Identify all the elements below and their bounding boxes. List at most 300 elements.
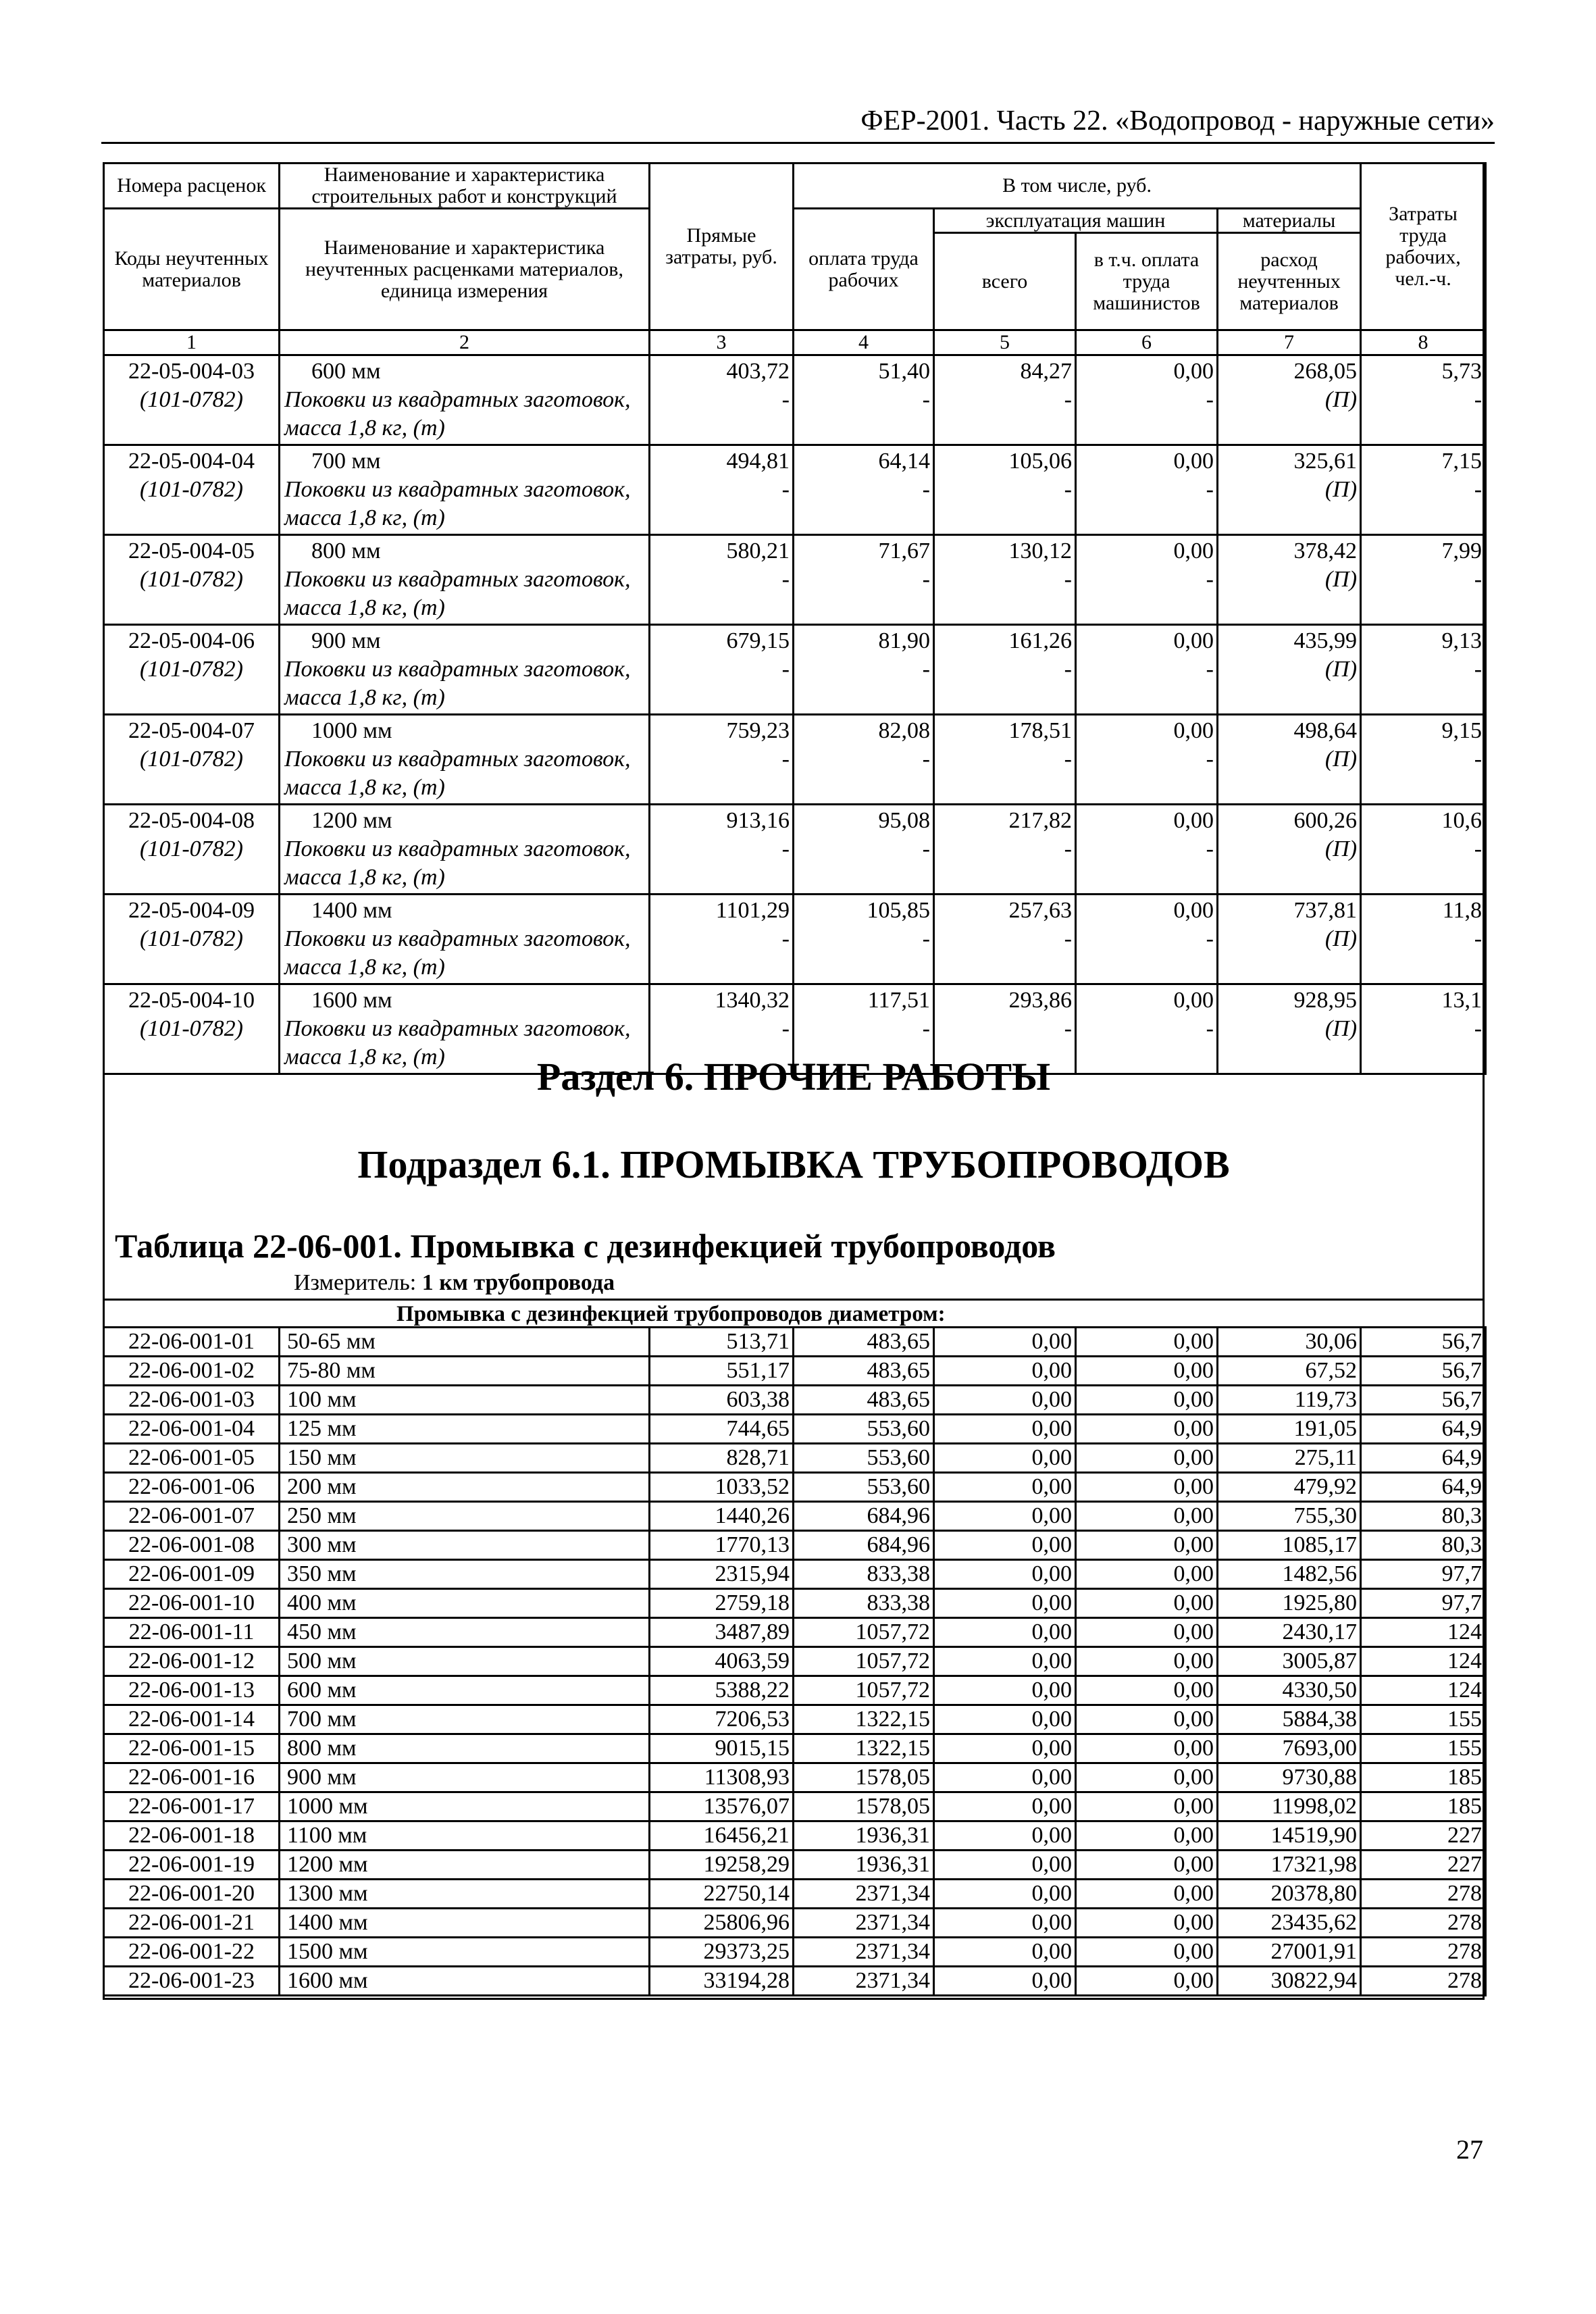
labor-cost: 97,7 — [1361, 1560, 1486, 1589]
machines-total-cell — [934, 535, 1076, 625]
labor-cost: 278 — [1361, 1967, 1486, 1996]
rate-code: 22-06-001-14 — [104, 1705, 280, 1734]
size-label: 350 мм — [280, 1560, 650, 1589]
direct-cost: 4063,59 — [650, 1647, 794, 1676]
dash: - — [1064, 387, 1072, 412]
machinists-wages: 0,00 — [1076, 1880, 1218, 1909]
labor-cost: 185 — [1361, 1792, 1486, 1821]
direct-cost: 13576,07 — [650, 1792, 794, 1821]
direct-cost: 580,21 — [726, 538, 790, 563]
header-rule — [101, 142, 1495, 144]
rate-code: 22-06-001-06 — [104, 1473, 280, 1502]
machines-total: 0,00 — [934, 1357, 1076, 1386]
direct-cost-cell — [650, 895, 794, 984]
dash: - — [1474, 567, 1483, 592]
table-row — [104, 1473, 1486, 1502]
direct-cost: 1770,13 — [650, 1531, 794, 1560]
machines-total-cell — [934, 355, 1076, 445]
machines-total: 0,00 — [934, 1763, 1076, 1792]
rate-code: 22-06-001-01 — [104, 1328, 280, 1357]
rate-code: 22-06-001-04 — [104, 1415, 280, 1444]
wages: 1936,31 — [794, 1821, 934, 1851]
size-label: 1000 мм — [280, 1792, 650, 1821]
unit-label: Измеритель: — [294, 1270, 417, 1295]
dash: - — [1064, 836, 1072, 861]
machines-total: 0,00 — [934, 1705, 1076, 1734]
labor-cost-cell — [1361, 445, 1486, 535]
direct-cost: 403,72 — [726, 359, 790, 384]
wages: 117,51 — [867, 988, 930, 1013]
dash: - — [1206, 836, 1214, 861]
size-label: 800 мм — [280, 1734, 650, 1763]
materials-cost: 23435,62 — [1218, 1909, 1361, 1938]
header-materials-consumption: расход неучтенных материалов — [1218, 233, 1361, 330]
dash: - — [1474, 1016, 1483, 1041]
dash: - — [922, 657, 930, 682]
rate-code: 22-05-004-03 — [128, 359, 255, 384]
machinists-wages-cell — [1076, 625, 1218, 715]
materials-cost: 325,61 — [1293, 449, 1358, 474]
wages: 1057,72 — [794, 1647, 934, 1676]
labor-cost: 278 — [1361, 1938, 1486, 1967]
labor-cost-cell — [1361, 535, 1486, 625]
rate-code: 22-06-001-18 — [104, 1821, 280, 1851]
machines-total: 0,00 — [934, 1967, 1076, 1996]
direct-cost: 19258,29 — [650, 1851, 794, 1880]
direct-cost: 1033,52 — [650, 1473, 794, 1502]
material-code: (101-0782) — [140, 387, 243, 412]
code-cell — [104, 445, 280, 535]
machines-total: 0,00 — [934, 1647, 1076, 1676]
table-row — [104, 1938, 1486, 1967]
wages: 1057,72 — [794, 1618, 934, 1647]
dash: - — [781, 387, 790, 412]
size-label: 500 мм — [280, 1647, 650, 1676]
machines-total: 0,00 — [934, 1734, 1076, 1763]
direct-cost: 679,15 — [726, 628, 790, 653]
rate-code: 22-05-004-09 — [128, 898, 255, 923]
dash: - — [1206, 1016, 1214, 1041]
machines-total: 0,00 — [934, 1473, 1076, 1502]
wages: 833,38 — [794, 1589, 934, 1618]
material-mark: (П) — [1324, 926, 1358, 951]
size-label: 900 мм — [280, 1763, 650, 1792]
table-row — [104, 1647, 1486, 1676]
machinists-wages: 0,00 — [1076, 1938, 1218, 1967]
dash: - — [1474, 926, 1483, 951]
rate-code: 22-06-001-13 — [104, 1676, 280, 1705]
size-label: 700 мм — [280, 1705, 650, 1734]
labor-cost: 185 — [1361, 1763, 1486, 1792]
wages-cell — [794, 805, 934, 895]
materials-cost: 191,05 — [1218, 1415, 1361, 1444]
table-row — [104, 1502, 1486, 1531]
materials-cost: 600,26 — [1293, 808, 1358, 833]
table-row — [104, 1792, 1486, 1821]
dash: - — [922, 836, 930, 861]
size-label: 700 мм — [311, 449, 381, 474]
dash: - — [922, 477, 930, 502]
dash: - — [781, 926, 790, 951]
labor-cost: 64,9 — [1361, 1444, 1486, 1473]
rates-table-22-05-004 — [103, 162, 1487, 1075]
machinists-wages: 0,00 — [1076, 1560, 1218, 1589]
materials-cost: 30822,94 — [1218, 1967, 1361, 1996]
size-label: 1400 мм — [280, 1909, 650, 1938]
machines-total: 0,00 — [934, 1618, 1076, 1647]
rate-code: 22-05-004-08 — [128, 808, 255, 833]
labor-cost: 56,7 — [1361, 1357, 1486, 1386]
labor-cost: 64,9 — [1361, 1473, 1486, 1502]
rate-code: 22-06-001-11 — [104, 1618, 280, 1647]
size-label: 100 мм — [280, 1386, 650, 1415]
dash: - — [1474, 387, 1483, 412]
header-including: В том числе, руб. — [794, 164, 1361, 209]
dash: - — [781, 477, 790, 502]
materials-cost-cell — [1218, 445, 1361, 535]
direct-cost: 11308,93 — [650, 1763, 794, 1792]
wages: 105,85 — [867, 898, 930, 923]
table-row — [104, 1967, 1486, 1996]
wages: 2371,34 — [794, 1909, 934, 1938]
dash: - — [1064, 926, 1072, 951]
rate-code: 22-06-001-10 — [104, 1589, 280, 1618]
machinists-wages: 0,00 — [1076, 1909, 1218, 1938]
table-row — [104, 535, 1486, 625]
rate-code: 22-06-001-23 — [104, 1967, 280, 1996]
size-label: 900 мм — [311, 628, 381, 653]
machines-total: 0,00 — [934, 1444, 1076, 1473]
wages-cell — [794, 625, 934, 715]
size-label: 250 мм — [280, 1502, 650, 1531]
material-code: (101-0782) — [140, 477, 243, 502]
machinists-wages: 0,00 — [1173, 808, 1214, 833]
materials-cost: 1085,17 — [1218, 1531, 1361, 1560]
materials-cost: 9730,88 — [1218, 1763, 1361, 1792]
name-cell — [280, 535, 650, 625]
machines-total: 0,00 — [934, 1676, 1076, 1705]
wages-cell — [794, 445, 934, 535]
table-row — [104, 1531, 1486, 1560]
size-label: 150 мм — [280, 1444, 650, 1473]
wages: 684,96 — [794, 1502, 934, 1531]
rate-code: 22-06-001-09 — [104, 1560, 280, 1589]
labor-cost: 227 — [1361, 1851, 1486, 1880]
dash: - — [1064, 567, 1072, 592]
wages-cell — [794, 535, 934, 625]
machines-total: 84,27 — [1020, 359, 1072, 384]
material-name: Поковки из квадратных заготовок, масса 1,8 кг, (т) — [284, 567, 631, 620]
machines-total: 0,00 — [934, 1415, 1076, 1444]
machines-total: 0,00 — [934, 1821, 1076, 1851]
labor-cost: 11,8 — [1442, 898, 1483, 923]
table-row — [104, 1821, 1486, 1851]
material-name: Поковки из квадратных заготовок, масса 1,8 кг, (т) — [284, 477, 631, 530]
machines-total-cell — [934, 895, 1076, 984]
table-row — [104, 1705, 1486, 1734]
wages: 1057,72 — [794, 1676, 934, 1705]
dash: - — [781, 567, 790, 592]
machinists-wages: 0,00 — [1076, 1386, 1218, 1415]
material-code: (101-0782) — [140, 836, 243, 861]
direct-cost: 2759,18 — [650, 1589, 794, 1618]
direct-cost-cell — [650, 445, 794, 535]
table-row — [104, 1589, 1486, 1618]
direct-cost: 25806,96 — [650, 1909, 794, 1938]
labor-cost: 124 — [1361, 1676, 1486, 1705]
dash: - — [1064, 747, 1072, 772]
machines-total: 0,00 — [934, 1909, 1076, 1938]
machines-total: 0,00 — [934, 1560, 1076, 1589]
labor-cost: 9,13 — [1441, 628, 1483, 653]
direct-cost: 16456,21 — [650, 1821, 794, 1851]
size-label: 1300 мм — [280, 1880, 650, 1909]
dash: - — [1206, 567, 1214, 592]
table-row — [104, 445, 1486, 535]
header-name-bottom: Наименование и характеристика неучтенных расценками материалов, единица измерения — [280, 209, 650, 330]
dash: - — [1206, 747, 1214, 772]
col-number: 3 — [650, 330, 794, 355]
material-name: Поковки из квадратных заготовок, масса 1,8 кг, (т) — [284, 926, 631, 980]
wages-cell — [794, 895, 934, 984]
size-label: 1100 мм — [280, 1821, 650, 1851]
wages: 82,08 — [878, 718, 930, 743]
size-label: 125 мм — [280, 1415, 650, 1444]
rate-code: 22-06-001-22 — [104, 1938, 280, 1967]
direct-cost: 828,71 — [650, 1444, 794, 1473]
materials-cost: 2430,17 — [1218, 1618, 1361, 1647]
materials-cost: 11998,02 — [1218, 1792, 1361, 1821]
direct-cost: 1101,29 — [715, 898, 790, 923]
machinists-wages: 0,00 — [1173, 898, 1214, 923]
machines-total: 161,26 — [1008, 628, 1072, 653]
size-label: 400 мм — [280, 1589, 650, 1618]
materials-cost: 5884,38 — [1218, 1705, 1361, 1734]
machinists-wages: 0,00 — [1076, 1328, 1218, 1357]
materials-cost: 928,95 — [1293, 988, 1358, 1013]
labor-cost: 7,99 — [1441, 538, 1483, 563]
machinists-wages: 0,00 — [1173, 449, 1214, 474]
machinists-wages: 0,00 — [1076, 1647, 1218, 1676]
direct-cost-cell — [650, 715, 794, 805]
machinists-wages: 0,00 — [1173, 359, 1214, 384]
materials-cost: 20378,80 — [1218, 1880, 1361, 1909]
wages: 64,14 — [878, 449, 930, 474]
direct-cost: 3487,89 — [650, 1618, 794, 1647]
dash: - — [1474, 657, 1483, 682]
materials-cost: 435,99 — [1293, 628, 1358, 653]
labor-cost: 155 — [1361, 1734, 1486, 1763]
header-materials: материалы — [1218, 209, 1361, 233]
dash: - — [1064, 657, 1072, 682]
direct-cost: 1440,26 — [650, 1502, 794, 1531]
header-machines: эксплуатация машин — [934, 209, 1218, 233]
rate-code: 22-06-001-02 — [104, 1357, 280, 1386]
labor-cost-cell — [1361, 715, 1486, 805]
dash: - — [1474, 477, 1483, 502]
direct-cost-cell — [650, 805, 794, 895]
wages: 483,65 — [794, 1357, 934, 1386]
machinists-wages: 0,00 — [1173, 538, 1214, 563]
table-row — [104, 625, 1486, 715]
material-code: (101-0782) — [140, 926, 243, 951]
size-label: 300 мм — [280, 1531, 650, 1560]
machines-total: 257,63 — [1008, 898, 1072, 923]
rate-code: 22-06-001-19 — [104, 1851, 280, 1880]
table-row — [104, 1386, 1486, 1415]
wages: 81,90 — [878, 628, 930, 653]
direct-cost: 513,71 — [650, 1328, 794, 1357]
materials-cost: 67,52 — [1218, 1357, 1361, 1386]
materials-cost-cell — [1218, 895, 1361, 984]
material-name: Поковки из квадратных заготовок, масса 1,8 кг, (т) — [284, 657, 631, 710]
machinists-wages: 0,00 — [1076, 1821, 1218, 1851]
table-row — [104, 1560, 1486, 1589]
code-cell — [104, 715, 280, 805]
wages: 95,08 — [878, 808, 930, 833]
labor-cost: 124 — [1361, 1618, 1486, 1647]
direct-cost: 9015,15 — [650, 1734, 794, 1763]
rate-code: 22-06-001-15 — [104, 1734, 280, 1763]
machines-total: 0,00 — [934, 1851, 1076, 1880]
rates-table-22-06-001 — [103, 1326, 1487, 1996]
machines-total: 0,00 — [934, 1880, 1076, 1909]
material-mark: (П) — [1324, 657, 1358, 682]
materials-cost-cell — [1218, 805, 1361, 895]
table-row — [104, 1328, 1486, 1357]
size-label: 450 мм — [280, 1618, 650, 1647]
material-name: Поковки из квадратных заготовок, масса 1,8 кг, (т) — [284, 387, 631, 441]
direct-cost: 29373,25 — [650, 1938, 794, 1967]
wages-cell — [794, 355, 934, 445]
rate-code: 22-05-004-07 — [128, 718, 255, 743]
wages: 1578,05 — [794, 1792, 934, 1821]
page-number: 27 — [1456, 2134, 1483, 2165]
size-label: 200 мм — [280, 1473, 650, 1502]
code-cell — [104, 355, 280, 445]
table-row — [104, 1880, 1486, 1909]
size-label: 600 мм — [311, 359, 381, 384]
direct-cost: 33194,28 — [650, 1967, 794, 1996]
rate-code: 22-05-004-04 — [128, 449, 255, 474]
labor-cost: 9,15 — [1441, 718, 1483, 743]
table-row — [104, 895, 1486, 984]
rate-code: 22-06-001-05 — [104, 1444, 280, 1473]
table-caption: Промывка с дезинфекцией трубопроводов диаметром: — [396, 1302, 946, 1326]
labor-cost: 278 — [1361, 1880, 1486, 1909]
machines-total: 178,51 — [1008, 718, 1072, 743]
wages: 1578,05 — [794, 1763, 934, 1792]
table-row — [104, 1357, 1486, 1386]
table-row — [104, 355, 1486, 445]
name-cell — [280, 355, 650, 445]
wages: 483,65 — [794, 1386, 934, 1415]
dash: - — [1474, 836, 1483, 861]
table-row — [104, 1676, 1486, 1705]
code-cell — [104, 805, 280, 895]
col-number: 4 — [794, 330, 934, 355]
size-label: 600 мм — [280, 1676, 650, 1705]
table-row — [104, 805, 1486, 895]
dash: - — [1206, 926, 1214, 951]
dash: - — [1064, 477, 1072, 502]
unit-line — [294, 1270, 615, 1296]
materials-cost-cell — [1218, 535, 1361, 625]
machinists-wages: 0,00 — [1076, 1415, 1218, 1444]
wages-cell — [794, 715, 934, 805]
machines-total-cell — [934, 445, 1076, 535]
machines-total: 105,06 — [1008, 449, 1072, 474]
unit-value: 1 км трубопровода — [421, 1270, 615, 1295]
labor-cost: 5,73 — [1441, 359, 1483, 384]
table-title: Таблица 22-06-001. Промывка с дезинфекцией трубопроводов — [115, 1227, 1056, 1265]
material-mark: (П) — [1324, 567, 1358, 592]
materials-cost: 378,42 — [1293, 538, 1358, 563]
materials-cost: 268,05 — [1293, 359, 1358, 384]
materials-cost: 30,06 — [1218, 1328, 1361, 1357]
name-cell — [280, 445, 650, 535]
machinists-wages: 0,00 — [1076, 1705, 1218, 1734]
machinists-wages-cell — [1076, 715, 1218, 805]
material-name: Поковки из квадратных заготовок, масса 1,8 кг, (т) — [284, 1016, 631, 1070]
material-mark: (П) — [1324, 477, 1358, 502]
col-number: 5 — [934, 330, 1076, 355]
rate-code: 22-06-001-08 — [104, 1531, 280, 1560]
rate-code: 22-06-001-20 — [104, 1880, 280, 1909]
size-label: 1600 мм — [311, 988, 392, 1013]
size-label: 1200 мм — [311, 808, 392, 833]
header-codes-bottom: Коды неучтенных материалов — [104, 209, 280, 330]
col-number: 1 — [104, 330, 280, 355]
machinists-wages: 0,00 — [1076, 1734, 1218, 1763]
materials-cost: 275,11 — [1218, 1444, 1361, 1473]
header-name-top: Наименование и характеристика строительных работ и конструкций — [280, 164, 650, 209]
size-label: 800 мм — [311, 538, 381, 563]
rate-code: 22-05-004-10 — [128, 988, 255, 1013]
material-mark: (П) — [1324, 747, 1358, 772]
labor-cost-cell — [1361, 895, 1486, 984]
header-direct-costs: Прямые затраты, руб. — [650, 164, 794, 330]
col-number: 2 — [280, 330, 650, 355]
machinists-wages-cell — [1076, 805, 1218, 895]
machinists-wages: 0,00 — [1173, 718, 1214, 743]
header-codes-top: Номера расценок — [104, 164, 280, 209]
materials-cost: 1925,80 — [1218, 1589, 1361, 1618]
dash: - — [922, 567, 930, 592]
size-label: 1500 мм — [280, 1938, 650, 1967]
size-label: 50-65 мм — [280, 1328, 650, 1357]
machinists-wages: 0,00 — [1173, 628, 1214, 653]
machinists-wages: 0,00 — [1076, 1967, 1218, 1996]
direct-cost-cell — [650, 535, 794, 625]
machinists-wages: 0,00 — [1076, 1531, 1218, 1560]
name-cell — [280, 805, 650, 895]
wages: 483,65 — [794, 1328, 934, 1357]
machines-total-cell — [934, 625, 1076, 715]
dash: - — [922, 1016, 930, 1041]
wages: 2371,34 — [794, 1880, 934, 1909]
machines-total: 0,00 — [934, 1328, 1076, 1357]
wages: 2371,34 — [794, 1967, 934, 1996]
materials-cost: 7693,00 — [1218, 1734, 1361, 1763]
wages: 553,60 — [794, 1473, 934, 1502]
machines-total: 0,00 — [934, 1792, 1076, 1821]
machinists-wages: 0,00 — [1076, 1676, 1218, 1705]
machines-total: 0,00 — [934, 1502, 1076, 1531]
machines-total: 217,82 — [1008, 808, 1072, 833]
material-name: Поковки из квадратных заготовок, масса 1,8 кг, (т) — [284, 747, 631, 800]
materials-cost: 1482,56 — [1218, 1560, 1361, 1589]
